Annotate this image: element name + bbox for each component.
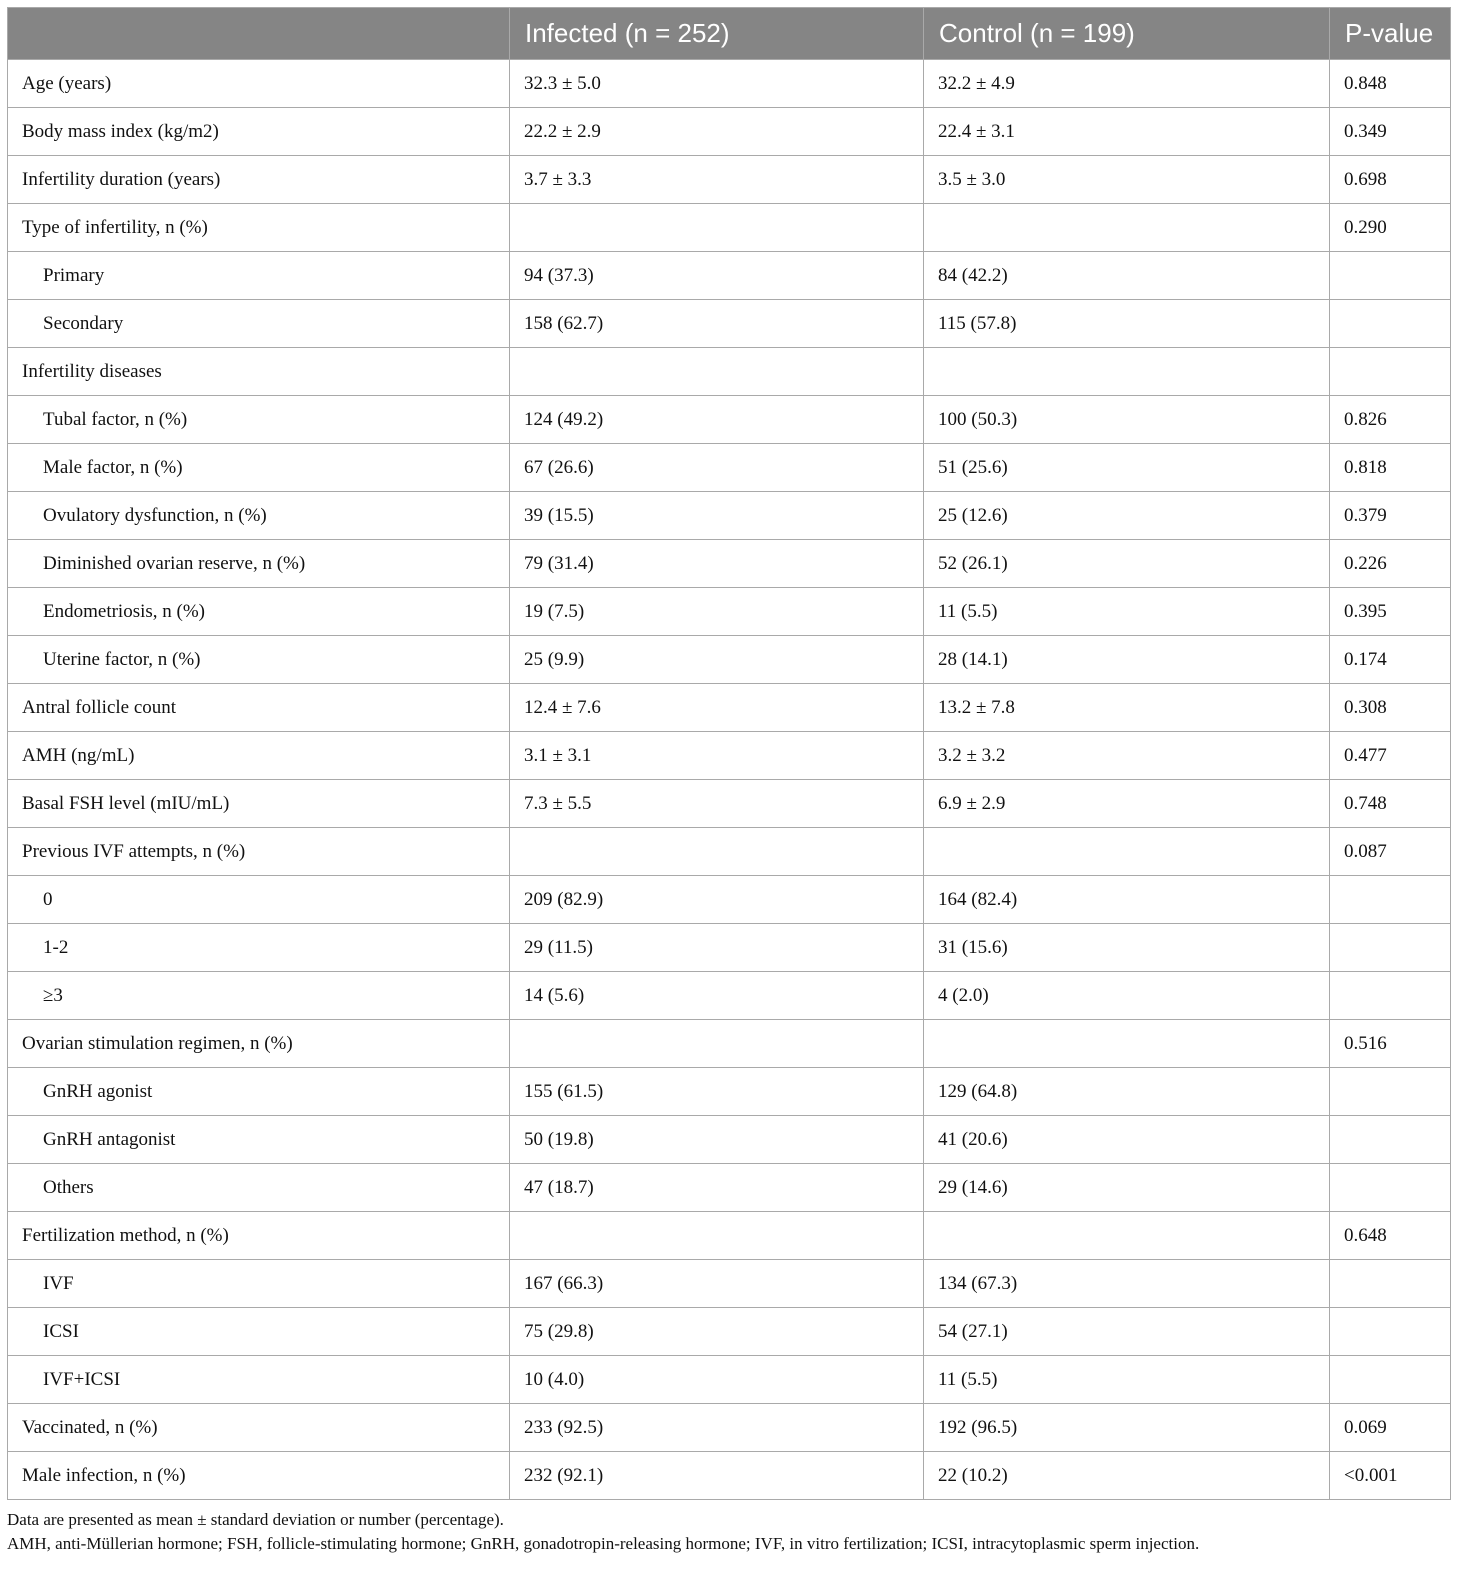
control-value-cell [924,204,1330,252]
row-label-cell: Infertility diseases [8,348,510,396]
row-label-cell: Antral follicle count [8,684,510,732]
row-label-cell: Basal FSH level (mIU/mL) [8,780,510,828]
p-value-cell: 0.069 [1330,1404,1451,1452]
control-value-cell: 22 (10.2) [924,1452,1330,1500]
row-label-cell: AMH (ng/mL) [8,732,510,780]
control-value-cell: 164 (82.4) [924,876,1330,924]
p-value-cell [1330,348,1451,396]
baseline-characteristics-table [7,7,1451,1500]
infected-value-cell [510,1212,924,1260]
control-value-cell [924,1020,1330,1068]
control-value-cell: 100 (50.3) [924,396,1330,444]
infected-value-cell: 12.4 ± 7.6 [510,684,924,732]
table-row [8,1260,1451,1308]
table-row [8,1356,1451,1404]
control-value-cell: 129 (64.8) [924,1068,1330,1116]
infected-value-cell: 124 (49.2) [510,396,924,444]
table-row [8,492,1451,540]
table-row [8,108,1451,156]
infected-value-cell: 94 (37.3) [510,252,924,300]
table-row [8,588,1451,636]
table-row [8,780,1451,828]
table-row [8,924,1451,972]
infected-value-cell: 75 (29.8) [510,1308,924,1356]
infected-value-cell: 67 (26.6) [510,444,924,492]
control-value-cell: 51 (25.6) [924,444,1330,492]
control-value-cell: 115 (57.8) [924,300,1330,348]
row-label-cell: Ovarian stimulation regimen, n (%) [8,1020,510,1068]
table-row [8,1020,1451,1068]
p-value-cell: 0.516 [1330,1020,1451,1068]
row-label-cell: IVF+ICSI [8,1356,510,1404]
infected-value-cell [510,828,924,876]
control-value-cell: 3.2 ± 3.2 [924,732,1330,780]
p-value-cell: 0.748 [1330,780,1451,828]
row-label-cell: Male infection, n (%) [8,1452,510,1500]
infected-value-cell [510,1020,924,1068]
row-label-cell: Ovulatory dysfunction, n (%) [8,492,510,540]
control-value-cell: 25 (12.6) [924,492,1330,540]
infected-value-cell: 39 (15.5) [510,492,924,540]
row-label-cell: Others [8,1164,510,1212]
control-value-cell: 52 (26.1) [924,540,1330,588]
row-label-cell: GnRH antagonist [8,1116,510,1164]
row-label-cell: 0 [8,876,510,924]
table-row [8,1068,1451,1116]
header-control: Control (n = 199) [924,8,1330,60]
control-value-cell: 84 (42.2) [924,252,1330,300]
infected-value-cell: 3.7 ± 3.3 [510,156,924,204]
p-value-cell: 0.648 [1330,1212,1451,1260]
control-value-cell: 4 (2.0) [924,972,1330,1020]
infected-value-cell: 14 (5.6) [510,972,924,1020]
footnote-abbreviations: AMH, anti-Müllerian hormone; FSH, follicle-stimulating hormone; GnRH, gonadotropin-releasing hormone; IVF, in vitro fertilization; ICSI, intracytoplasmic sperm injection. [7,1534,1200,1553]
control-value-cell [924,1212,1330,1260]
infected-value-cell: 47 (18.7) [510,1164,924,1212]
table-row [8,828,1451,876]
infected-value-cell: 29 (11.5) [510,924,924,972]
row-label-cell: Endometriosis, n (%) [8,588,510,636]
control-value-cell: 11 (5.5) [924,588,1330,636]
p-value-cell [1330,1068,1451,1116]
row-label-cell: Vaccinated, n (%) [8,1404,510,1452]
row-label-cell: GnRH agonist [8,1068,510,1116]
p-value-cell: 0.848 [1330,60,1451,108]
infected-value-cell: 167 (66.3) [510,1260,924,1308]
table-row [8,252,1451,300]
infected-value-cell: 232 (92.1) [510,1452,924,1500]
row-label-cell: Age (years) [8,60,510,108]
control-value-cell: 22.4 ± 3.1 [924,108,1330,156]
table-header [8,8,1451,60]
footnote-data-presentation: Data are presented as mean ± standard deviation or number (percentage). [7,1510,504,1529]
p-value-cell: 0.290 [1330,204,1451,252]
row-label-cell: Body mass index (kg/m2) [8,108,510,156]
table-row [8,1404,1451,1452]
table-row [8,684,1451,732]
p-value-cell: 0.379 [1330,492,1451,540]
p-value-cell: 0.395 [1330,588,1451,636]
control-value-cell: 31 (15.6) [924,924,1330,972]
infected-value-cell: 79 (31.4) [510,540,924,588]
row-label-cell: Previous IVF attempts, n (%) [8,828,510,876]
p-value-cell [1330,972,1451,1020]
row-label-cell: Primary [8,252,510,300]
table-row [8,444,1451,492]
control-value-cell: 41 (20.6) [924,1116,1330,1164]
infected-value-cell: 209 (82.9) [510,876,924,924]
control-value-cell [924,828,1330,876]
infected-value-cell: 7.3 ± 5.5 [510,780,924,828]
row-label-cell: Secondary [8,300,510,348]
table-row [8,876,1451,924]
infected-value-cell: 10 (4.0) [510,1356,924,1404]
header-row [8,8,1451,60]
p-value-cell [1330,252,1451,300]
table-row [8,972,1451,1020]
table-row [8,1452,1451,1500]
infected-value-cell: 158 (62.7) [510,300,924,348]
p-value-cell [1330,1308,1451,1356]
p-value-cell: 0.174 [1330,636,1451,684]
control-value-cell: 192 (96.5) [924,1404,1330,1452]
infected-value-cell: 233 (92.5) [510,1404,924,1452]
infected-value-cell: 155 (61.5) [510,1068,924,1116]
infected-value-cell: 3.1 ± 3.1 [510,732,924,780]
header-variable [8,8,510,60]
p-value-cell [1330,876,1451,924]
infected-value-cell [510,348,924,396]
row-label-cell: ≥3 [8,972,510,1020]
row-label-cell: ICSI [8,1308,510,1356]
infected-value-cell: 22.2 ± 2.9 [510,108,924,156]
infected-value-cell: 32.3 ± 5.0 [510,60,924,108]
p-value-cell: 0.349 [1330,108,1451,156]
control-value-cell: 32.2 ± 4.9 [924,60,1330,108]
infected-value-cell [510,204,924,252]
row-label-cell: Fertilization method, n (%) [8,1212,510,1260]
p-value-cell: 0.226 [1330,540,1451,588]
p-value-cell: 0.698 [1330,156,1451,204]
p-value-cell [1330,1164,1451,1212]
row-label-cell: Tubal factor, n (%) [8,396,510,444]
control-value-cell: 3.5 ± 3.0 [924,156,1330,204]
table-row [8,540,1451,588]
table-row [8,156,1451,204]
row-label-cell: Infertility duration (years) [8,156,510,204]
header-p-value: P-value [1330,8,1451,60]
control-value-cell [924,348,1330,396]
p-value-cell [1330,1116,1451,1164]
table-footnotes [7,1508,1450,1556]
table-row [8,204,1451,252]
table-row [8,636,1451,684]
p-value-cell [1330,300,1451,348]
row-label-cell: IVF [8,1260,510,1308]
header-infected: Infected (n = 252) [510,8,924,60]
table-row [8,1164,1451,1212]
control-value-cell: 54 (27.1) [924,1308,1330,1356]
row-label-cell: Type of infertility, n (%) [8,204,510,252]
control-value-cell: 29 (14.6) [924,1164,1330,1212]
p-value-cell: 0.477 [1330,732,1451,780]
p-value-cell [1330,1260,1451,1308]
row-label-cell: 1-2 [8,924,510,972]
table-row [8,1308,1451,1356]
infected-value-cell: 50 (19.8) [510,1116,924,1164]
control-value-cell: 11 (5.5) [924,1356,1330,1404]
row-label-cell: Uterine factor, n (%) [8,636,510,684]
table-row [8,60,1451,108]
p-value-cell [1330,1356,1451,1404]
table-row [8,732,1451,780]
control-value-cell: 28 (14.1) [924,636,1330,684]
p-value-cell: <0.001 [1330,1452,1451,1500]
p-value-cell: 0.087 [1330,828,1451,876]
infected-value-cell: 25 (9.9) [510,636,924,684]
control-value-cell: 134 (67.3) [924,1260,1330,1308]
table-row [8,1116,1451,1164]
p-value-cell: 0.308 [1330,684,1451,732]
table-row [8,396,1451,444]
infected-value-cell: 19 (7.5) [510,588,924,636]
row-label-cell: Male factor, n (%) [8,444,510,492]
table-row [8,348,1451,396]
control-value-cell: 13.2 ± 7.8 [924,684,1330,732]
control-value-cell: 6.9 ± 2.9 [924,780,1330,828]
table-body [8,60,1451,1500]
row-label-cell: Diminished ovarian reserve, n (%) [8,540,510,588]
table-row [8,300,1451,348]
p-value-cell [1330,924,1451,972]
p-value-cell: 0.826 [1330,396,1451,444]
baseline-characteristics-table-container [7,7,1450,1556]
table-row [8,1212,1451,1260]
p-value-cell: 0.818 [1330,444,1451,492]
